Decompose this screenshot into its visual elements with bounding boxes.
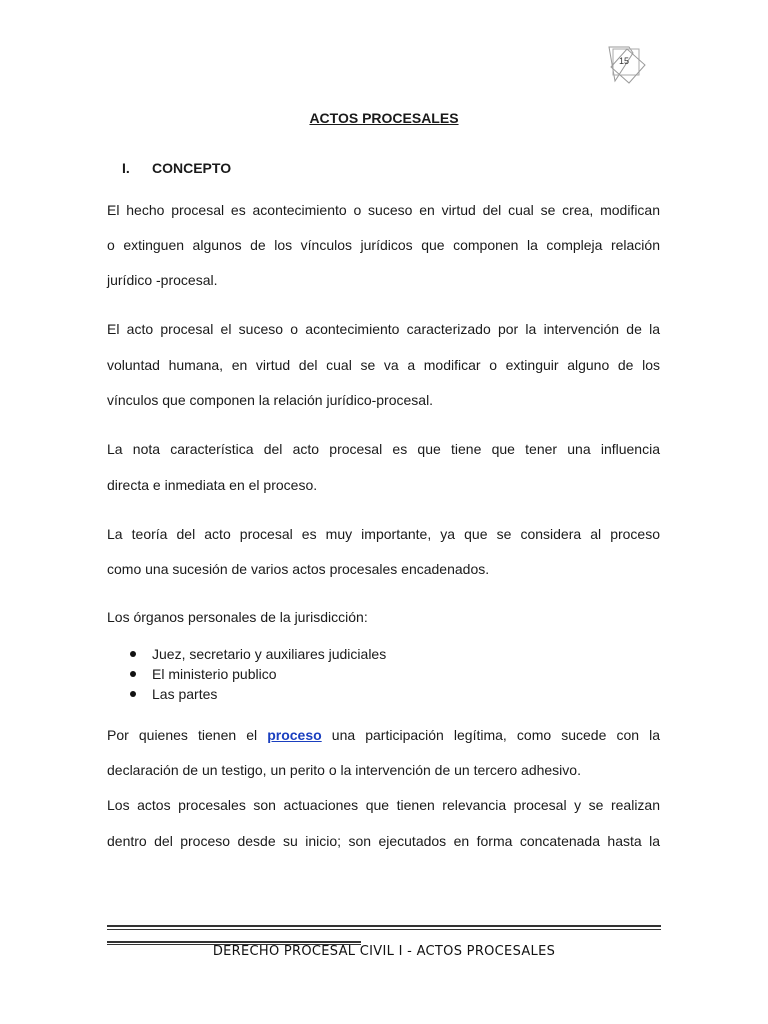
- paragraph-line: [107, 726, 660, 744]
- page-number-logo: [607, 45, 647, 85]
- bullet-item: [130, 685, 217, 703]
- bullet-item: [130, 645, 386, 663]
- paragraph-line: dentro del proceso desde su inicio; son ejecutados en forma concatenada hasta la: [107, 833, 660, 849]
- bullet-text: El ministerio publico: [152, 666, 277, 682]
- page-title: ACTOS PROCESALES: [309, 110, 459, 126]
- page-number: 15: [619, 56, 630, 66]
- paragraph-line: directa e inmediata en el proceso.: [107, 477, 318, 493]
- bullet-text: Las partes: [152, 686, 218, 702]
- bullet-item: [130, 665, 277, 683]
- section-number: I.: [122, 160, 130, 176]
- paragraph-line: Los órganos personales de la jurisdicción:: [107, 609, 368, 625]
- page-footer: DERECHO PROCESAL CIVIL I - ACTOS PROCESALES: [212, 944, 556, 959]
- text: una participación legítima, como sucede con la: [331, 727, 661, 743]
- paragraph-line: Los actos procesales son actuaciones que tienen relevancia procesal y se realizan: [107, 797, 660, 813]
- text: Por quienes tienen el: [107, 727, 258, 743]
- paragraph-line: El acto procesal el suceso o acontecimiento caracterizado por la intervención de la: [107, 321, 660, 337]
- paragraph-line: como una sucesión de varios actos procesales encadenados.: [107, 561, 490, 577]
- paragraph-line: voluntad humana, en virtud del cual se va a modificar o extinguir alguno de los: [107, 357, 660, 373]
- paragraph-line: El hecho procesal es acontecimiento o suceso en virtud del cual se crea, modifican: [107, 202, 660, 218]
- footer-rule: [107, 925, 661, 927]
- bullet-text: Juez, secretario y auxiliares judiciales: [152, 646, 387, 662]
- paragraph-line: o extinguen algunos de los vínculos jurídicos que componen la compleja relación: [107, 237, 660, 253]
- paragraph-line: jurídico -procesal.: [107, 272, 218, 288]
- paragraph-line: declaración de un testigo, un perito o la intervención de un tercero adhesivo.: [107, 762, 581, 778]
- section-heading: CONCEPTO: [152, 160, 232, 176]
- footer-rule-short: [107, 941, 361, 943]
- paragraph-line: vínculos que componen la relación jurídico-procesal.: [107, 392, 434, 408]
- footer-rule: [107, 929, 661, 930]
- paragraph-line: La nota característica del acto procesal es que tiene que tener una influencia: [107, 441, 660, 457]
- paragraph-line: La teoría del acto procesal es muy importante, ya que se considera al proceso: [107, 526, 660, 542]
- proceso-link[interactable]: proceso: [267, 727, 322, 743]
